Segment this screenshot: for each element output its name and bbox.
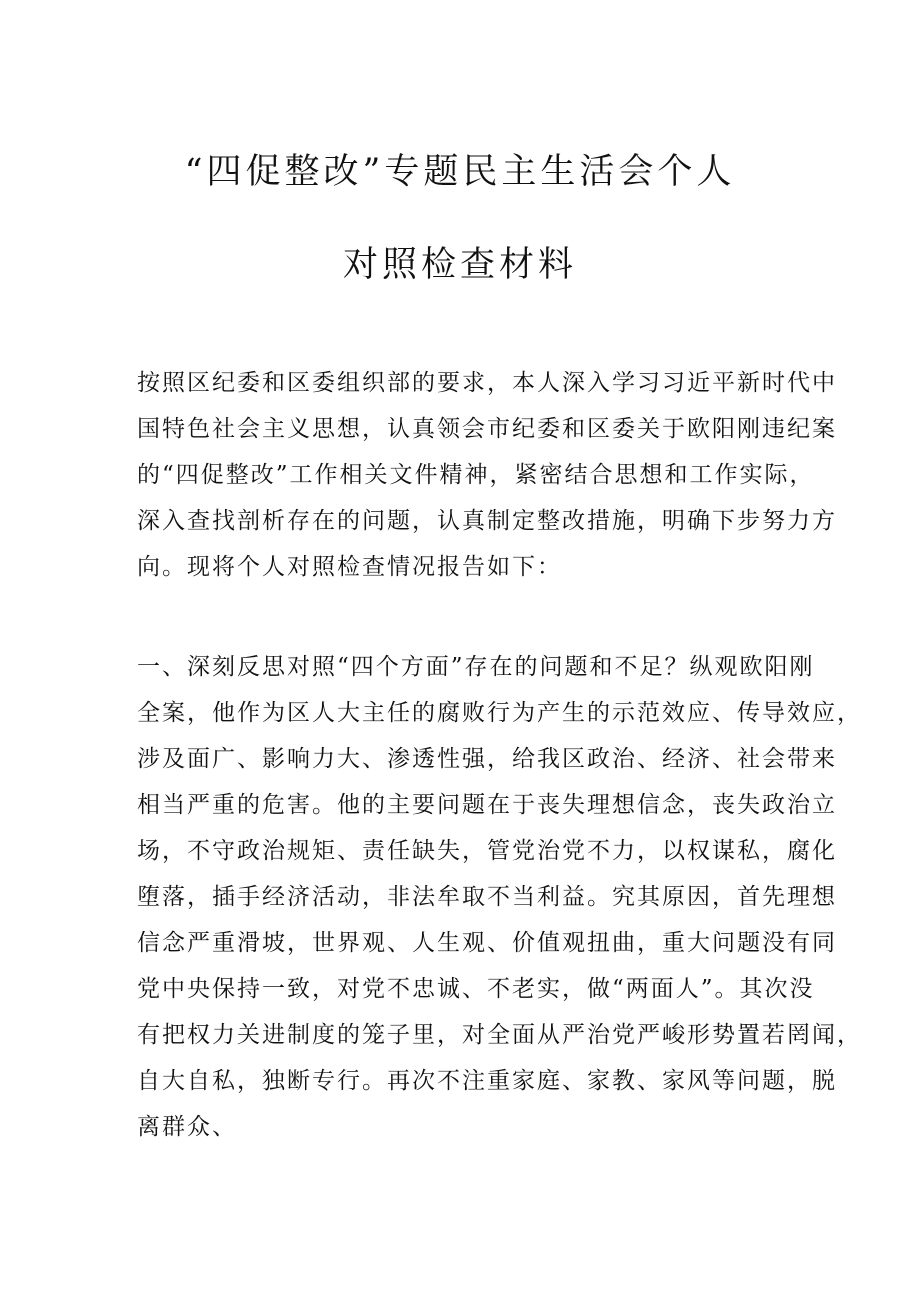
document-title-line-2: 对照检查材料 [342, 245, 577, 285]
paragraph-line: 一、深刻反思对照“四个方面”存在的问题和不足？纵观欧阳刚 [137, 654, 815, 680]
section-one-paragraph [137, 644, 862, 1150]
paragraph-line: 深入查找剖析存在的问题，认真制定整改措施，明确下步努力方 [137, 508, 837, 534]
paragraph-line: 涉及面广、影响力大、渗透性强，给我区政治、经济、社会带来 [137, 746, 837, 772]
paragraph-line: 国特色社会主义思想，认真领会市纪委和区委关于欧阳刚违纪案 [137, 416, 837, 442]
paragraph-line: 离群众、 [137, 1114, 237, 1140]
document-title-line-1: “四促整改”专题民主生活会个人 [184, 152, 736, 192]
paragraph-line: 相当严重的危害。他的主要问题在于丧失理想信念，丧失政治立 [137, 792, 837, 818]
paragraph-line: 场，不守政治规矩、责任缺失，管党治党不力，以权谋私，腐化 [137, 838, 837, 864]
paragraph-line: 党中央保持一致，对党不忠诚、不老实，做“两面人”。其次没 [137, 976, 815, 1002]
paragraph-line: 全案，他作为区人大主任的腐败行为产生的示范效应、传导效应， [137, 700, 862, 726]
paragraph-line: 信念严重滑坡，世界观、人生观、价值观扭曲，重大问题没有同 [137, 930, 837, 956]
paragraph-line: 有把权力关进制度的笼子里，对全面从严治党严峻形势置若罔闻， [137, 1022, 862, 1048]
paragraph-line: 的“四促整改”工作相关文件精神，紧密结合思想和工作实际， [137, 462, 815, 488]
intro-paragraph [137, 360, 837, 590]
paragraph-line: 按照区纪委和区委组织部的要求，本人深入学习习近平新时代中 [137, 370, 837, 396]
paragraph-line: 自大自私，独断专行。再次不注重家庭、家教、家风等问题，脱 [137, 1068, 837, 1094]
paragraph-line: 堕落，插手经济活动，非法牟取不当利益。究其原因，首先理想 [137, 884, 837, 910]
paragraph-line: 向。现将个人对照检查情况报告如下： [137, 554, 562, 580]
